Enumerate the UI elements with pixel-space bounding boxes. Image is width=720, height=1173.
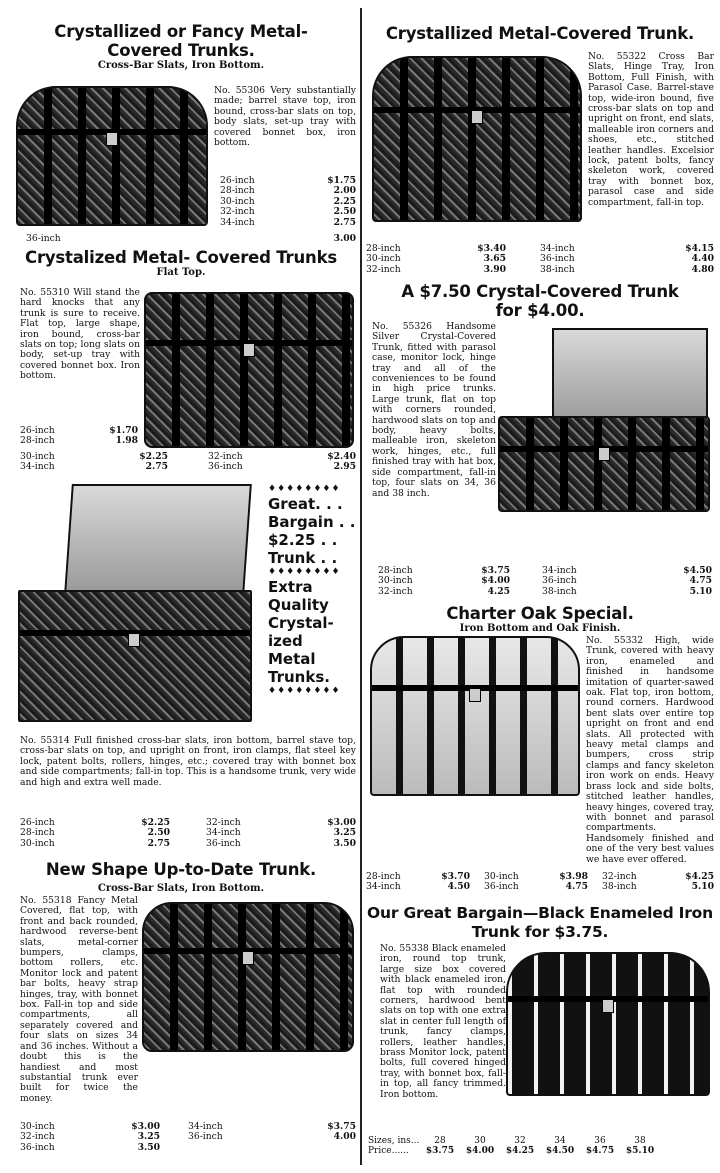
price-row: 30-inch 2.25 (220, 195, 356, 207)
price-row: 32-inch 2.50 (220, 206, 356, 218)
price-row: 26-inch $1.75 (220, 175, 356, 186)
section-subtitle: Iron Bottom and Oak Finish. (459, 623, 621, 634)
trunk-lid-55326 (552, 328, 708, 424)
price-row: 36-inch 3.50 (20, 1141, 160, 1153)
product-description: No. 55314 Full finished cross-bar slats, iron bottom, barrel stave top, cross-bar slats on top, and upright on front, iron clamps, flat steel key lock, patent bolts, rollers, hinges, etc.; covered tray with bonnet box and side compartments; fall-in top. This is a handsome trunk, very wide and high and extra well made. (20, 735, 356, 788)
section-title: Crystalized Metal- Covered Trunks (25, 248, 337, 267)
section-title: Crystallized Metal-Covered Trunk. (385, 24, 695, 43)
price-row: 28-inch 2.50 34-inch 3.25 (20, 827, 356, 839)
trunk-lid-55314 (64, 484, 252, 594)
section-55332 (366, 604, 714, 635)
bargain-line: Great. . . (268, 495, 343, 513)
price-row: 28-inch $3.70 30-inch $3.98 32-inch $4.25 (366, 871, 714, 882)
section-title: New Shape Up-to-Date Trunk. (45, 860, 317, 879)
quality-line: Quality (268, 596, 329, 614)
price-row: 32-inch 4.25 38-inch 5.10 (378, 585, 712, 597)
quality-line: Extra (268, 578, 313, 596)
section-title: A $7.50 Crystal-Covered Trunk for $4.00. (401, 282, 679, 320)
quality-line: Trunks. (268, 668, 330, 686)
trunk-image-55332 (370, 636, 580, 796)
price-table-55310-b (20, 452, 356, 473)
trunk-image-55318 (142, 902, 354, 1052)
price-row: 34-inch 4.50 36-inch 4.75 38-inch 5.10 (366, 881, 714, 893)
product-description: No. 55322 Cross Bar Slats, Hinge Tray, Iron Bottom, Full Finish, with Parasol Case. Barrel-stave top, wide-iron bound, five cross-bar slats on top and upright on front, end slats, malleable iron corners and shoes, etc., stitched leather handles. Excelsior lock, patent bolts, fancy skeleton work, covered tray with bonnet box, parasol case and side compartment, fall-in top. (588, 51, 714, 208)
bargain-line: Bargain . . (268, 513, 356, 531)
price-row-last: 36-inch 3.00 (26, 233, 356, 244)
price-row: 30-inch $2.25 32-inch $2.40 (20, 451, 356, 462)
price-row: 28-inch 1.98 (20, 435, 138, 447)
quality-line: Metal (268, 650, 316, 668)
bargain-callout (268, 484, 356, 697)
price-table-55326 (378, 566, 712, 597)
price-row: 30-inch $4.00 36-inch 4.75 (378, 575, 712, 587)
trunk-image-55322 (372, 56, 582, 222)
quality-line: Crystal- (268, 614, 334, 632)
price-row: 26-inch $2.25 32-inch $3.00 (20, 817, 356, 828)
price-table-55332 (366, 872, 714, 893)
price-row: 30-inch 2.75 36-inch 3.50 (20, 837, 356, 849)
trunk-image-55338 (506, 952, 710, 1096)
trunk-image-55326 (498, 416, 710, 512)
price-row: 32-inch 3.25 36-inch 4.00 (20, 1131, 356, 1143)
price-row: 28-inch 2.00 (220, 185, 356, 197)
price-table-55314 (20, 818, 356, 849)
product-description: No. 55310 Will stand the hard knocks that any trunk is sure to receive. Flat top, large shape, iron bound, cross-bar slats on top; long slats on body, set-up tray with covered bonnet box. Iron bottom. (20, 287, 140, 382)
section-subtitle: Cross-Bar Slats, Iron Bottom. (97, 883, 265, 894)
trunk-image-55314 (18, 590, 252, 722)
product-description: No. 55326 Handsome Silver Crystal-Covered Trunk, fitted with parasol case, monitor lock, hinge tray and all of the conveniences to be found in high price trunks. Large trunk, flat on top with corners rounded, hardwood slats on top and body, heavy bolts, malleable iron, skeleton work, hinges, etc., full finished tray with hat box, side compartment, fall-in top, four slats on 34, 36 and 38 inch. (372, 321, 496, 499)
price-table-55318 (20, 1122, 356, 1153)
product-description: No. 55306 Very substantially made; barrel stave top, iron bound, cross-bar slats on top, body slats, set-up tray with covered bonnet box, iron bottom. (214, 85, 356, 149)
trunk-image-55306 (16, 86, 208, 226)
right-column (366, 6, 714, 1167)
diamond-row: ♦♦♦♦♦♦♦♦ (268, 567, 341, 577)
product-description: No. 55338 Black enameled iron, round top trunk, large size box covered with black enameled iron, flat top with rounded corners, hardwood bent slats on top with one extra slat in center full length of trunk, fancy clamps, rollers, leather handles, brass Monitor lock, patent bolts, full covered hinged tray, with bonnet box, fall-in top, all fancy trimmed. Iron bottom. (380, 943, 506, 1100)
quality-line: ized (268, 632, 303, 650)
price-row: 28-inch $3.75 34-inch $4.50 (378, 565, 712, 576)
section-title: Our Great Bargain—Black Enameled Iron Trunk for $3.75. (367, 904, 713, 941)
sizes-price-grid (368, 1136, 714, 1156)
price-row: 30-inch 3.65 36-inch 4.40 (366, 253, 714, 265)
section-55318 (6, 860, 356, 895)
diamond-row: ♦♦♦♦♦♦♦♦ (268, 484, 341, 494)
section-55326 (366, 282, 714, 320)
price-row: 34-inch 2.75 (220, 216, 356, 228)
price-row: 30-inch $3.00 34-inch $3.75 (20, 1121, 356, 1132)
price-row: 32-inch 3.90 38-inch 4.80 (366, 263, 714, 275)
sizes-row: Sizes, ins... 28 30 32 34 36 38 (368, 1136, 646, 1146)
price-row: 34-inch 2.75 36-inch 2.95 (20, 461, 356, 473)
bargain-line: Trunk . . (268, 549, 338, 567)
section-55322 (366, 24, 714, 43)
section-subtitle: Flat Top. (156, 267, 206, 278)
product-description: No. 55332 High, wide Trunk, covered with heavy iron, enameled and finished in handsome imitation of quarter-sawed oak. Flat top, iron bottom, round corners. Hardwood bent slats over entire top upright on front and end slats. All protected with heavy metal clamps and bumpers, cross strip clamps and fancy skeleton iron work on ends. Heavy brass lock and side bolts, stitched leather handles, heavy hinges, covered tray, with bonnet and parasol compartments. Handsomely finished and one of the very best values we have ever offered. (586, 635, 714, 865)
column-divider (360, 8, 362, 1165)
price-row: 26-inch $1.70 (20, 425, 138, 436)
trunk-image-55310 (144, 292, 354, 448)
bargain-line: $2.25 . . (268, 531, 338, 549)
left-column (6, 6, 356, 1167)
price-table-55322 (366, 244, 714, 275)
price-row: 28-inch $3.40 34-inch $4.15 (366, 243, 714, 254)
product-description-part: No. 55318 Fancy Metal Covered, flat top, with front and back rounded, hardwood reverse-bent slats, metal-corner bumpers, clamps, bottom rollers, etc. Monitor lock and patent bar bolts, heavy strap hinges, tray, with bonnet box. Fall-in top and side compartments, all separately covered and four slats on sizes 34 and 36 inches. Without a doubt this is the handiest and most substantial trunk ever built for twice the money. (20, 895, 138, 1104)
section-55310 (6, 248, 356, 279)
price-row: Price...... $3.75 $4.00 $4.25 $4.50 $4.75 $5.10 (368, 1146, 655, 1156)
section-55338 (366, 904, 714, 942)
diamond-row: ♦♦♦♦♦♦♦♦ (268, 686, 341, 696)
section-subtitle: Cross-Bar Slats, Iron Bottom. (97, 60, 265, 71)
price-table-55310-a (20, 426, 138, 447)
section-title: Crystallized or Fancy Metal-Covered Trunks. (54, 22, 308, 60)
section-title: Charter Oak Special. (446, 604, 634, 623)
section-55306 (6, 22, 356, 72)
price-table-55306 (220, 176, 356, 228)
